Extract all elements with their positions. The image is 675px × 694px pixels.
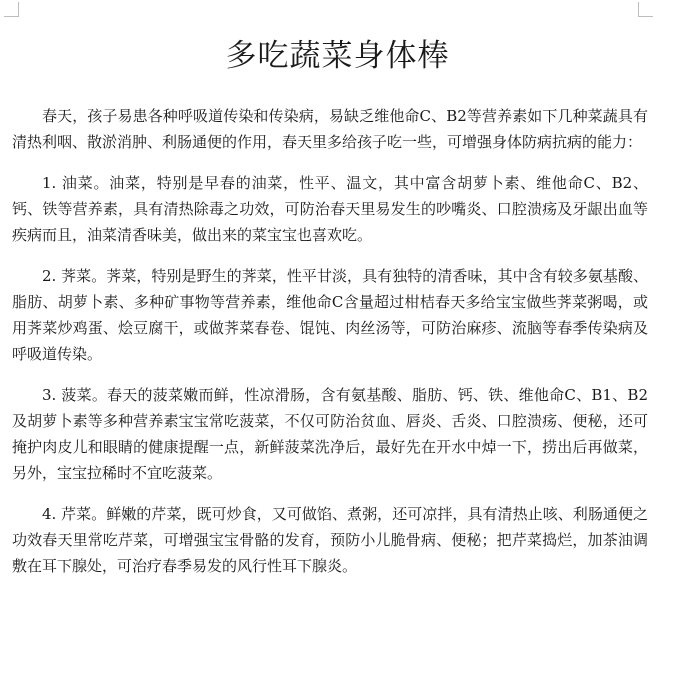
document-title: 多吃蔬菜身体棒 [225,38,450,74]
page-corner-mark-right [638,2,653,17]
paragraph-shepherds-purse: 2. 荠菜。荠菜，特别是野生的荠菜，性平甘淡，具有独特的清香味，其中含有较多氨基酸、脂肪、胡萝卜素、多种矿事物等营养素，维他命C含量超过柑桔春天多给宝宝做些荠菜粥喝，或用荠菜炒鸡蛋、烩豆腐干，或做荠菜春卷、馄饨、肉丝汤等，可防治麻疹、流脑等春季传染病及呼吸道传染。 [12,267,648,363]
intro-paragraph: 春天，孩子易患各种呼吸道传染和传染病，易缺乏维他命C、B2等营养素如下几种菜蔬具有清热利咽、散淤消肿、利肠通便的作用，春天里多给孩子吃一些，可增强身体防病抗病的能力： [12,107,648,151]
page-corner-mark-left [4,2,19,17]
paragraph-celery: 4. 芹菜。鲜嫩的芹菜，既可炒食，又可做馅、煮粥，还可凉拌，具有清热止咳、利肠通便之功效春天里常吃芹菜，可增强宝宝骨骼的发育，预防小儿脆骨病、便秘；把芹菜捣烂，加茶油调敷在耳下腺处，可治疗春季易发的风行性耳下腺炎。 [12,505,648,575]
paragraph-spinach: 3. 菠菜。春天的菠菜嫩而鲜，性凉滑肠，含有氨基酸、脂肪、钙、铁、维他命C、B1、B2及胡萝卜素等多种营养素宝宝常吃菠菜，不仅可防治贫血、唇炎、舌炎、口腔溃疡、便秘，还可掩护肉皮儿和眼睛的健康提醒一点，新鲜菠菜洗净后，最好先在开水中焯一下，捞出后再做菜，另外，宝宝拉稀时不宜吃菠菜。 [12,386,648,482]
paragraph-rapeseed: 1. 油菜。油菜，特别是早春的油菜，性平、温文，其中富含胡萝卜素、维他命C、B2、钙、铁等营养素，具有清热除毒之功效，可防治春天里易发生的吵嘴炎、口腔溃疡及牙龈出血等疾病而且，油菜清香味美，做出来的菜宝宝也喜欢吃。 [12,174,648,244]
document-body [12,103,648,579]
